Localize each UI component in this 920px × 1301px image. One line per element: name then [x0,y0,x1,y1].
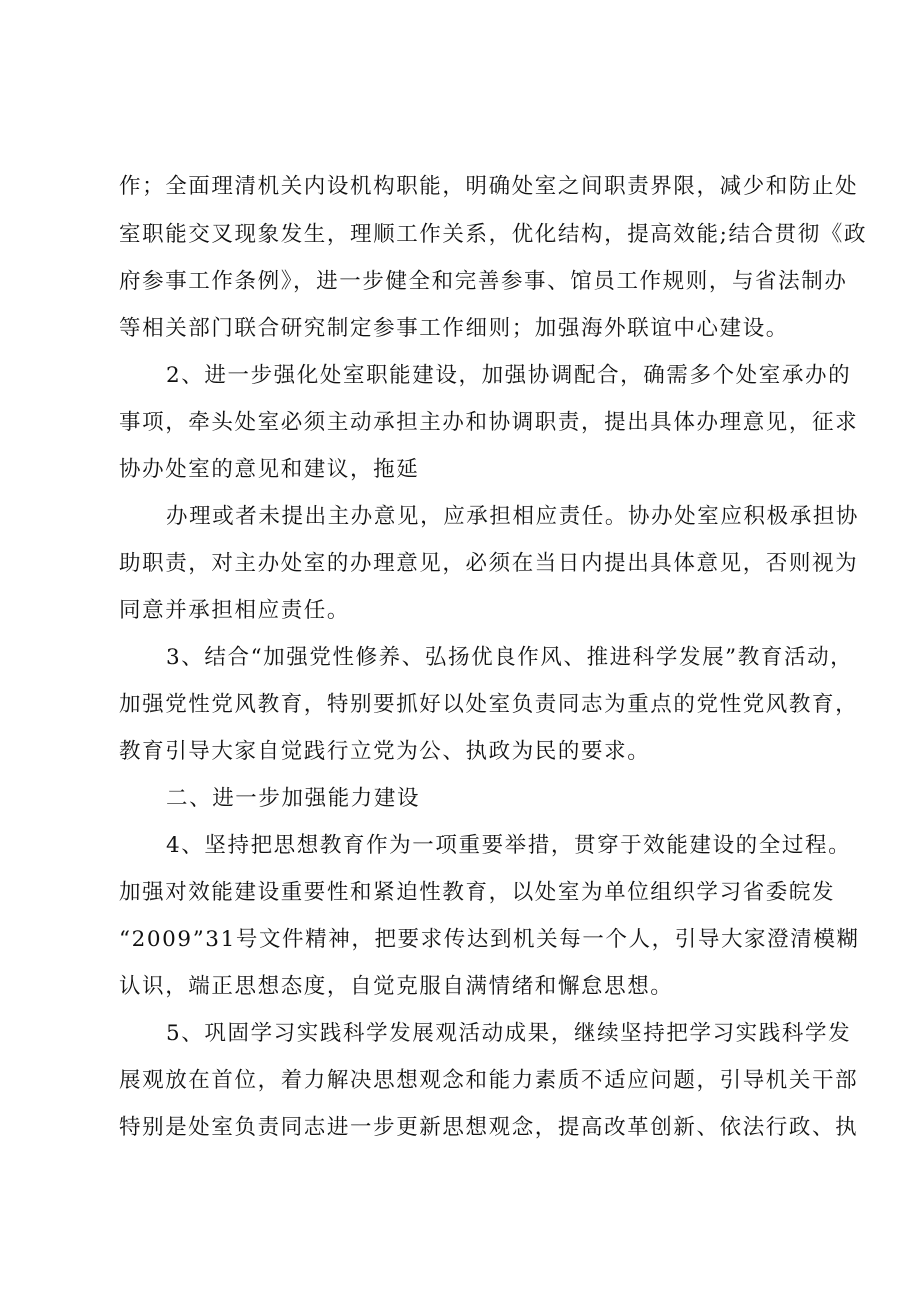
text-line: 认识，端正思想态度，自觉克服自满情绪和懈怠思想。 [119,974,674,999]
section-heading: 二、进一步加强能力建设 [166,786,421,811]
text-line: 办理或者未提出主办意见，应承担相应责任。协办处室应积极承担协 [166,504,860,529]
text-line: 加强对效能建设重要性和紧迫性教育，以处室为单位组织学习省委皖发 [119,880,836,905]
text-line: “2009”31号文件精神，把要求传达到机关每一个人，引导大家澄清模糊 [119,927,860,952]
text-line: 4、坚持把思想教育作为一项重要举措，贯穿于效能建设的全过程。 [166,833,852,858]
text-line: 教育引导大家自觉践行立党为公、执政为民的要求。 [119,739,651,764]
text-line: 2、进一步强化处室职能建设，加强协调配合，确需多个处室承办的 [166,363,852,388]
text-line: 展观放在首位，着力解决思想观念和能力素质不适应问题，引导机关干部 [119,1068,859,1093]
text-line: 3、结合“加强党性修养、弘扬优良作风、推进科学发展”教育活动， [166,645,854,670]
text-line: 助职责，对主办处室的办理意见，必须在当日内提出具体意见，否则视为 [119,551,859,576]
text-line: 作；全面理清机关内设机构职能，明确处室之间职责界限，减少和防止处 [119,174,859,199]
text-line: 等相关部门联合研究制定参事工作细则；加强海外联谊中心建设。 [119,316,789,341]
text-line: 室职能交叉现象发生，理顺工作关系，优化结构，提高效能;结合贯彻《政 [119,222,868,247]
text-line: 事项，牵头处室必须主动承担主办和协调职责，提出具体办理意见，征求 [119,410,859,435]
text-line: 加强党性党风教育，特别要抓好以处室负责同志为重点的党性党风教育， [119,692,859,717]
text-line: 协办处室的意见和建议，拖延 [119,457,420,482]
text-line: 5、巩固学习实践科学发展观活动成果，继续坚持把学习实践科学发 [166,1021,852,1046]
text-line: 特别是处室负责同志进一步更新思想观念，提高改革创新、依法行政、执 [119,1115,859,1140]
text-line: 同意并承担相应责任。 [119,598,351,623]
text-line: 府参事工作条例》，进一步健全和完善参事、馆员工作规则，与省法制办 [119,269,848,294]
